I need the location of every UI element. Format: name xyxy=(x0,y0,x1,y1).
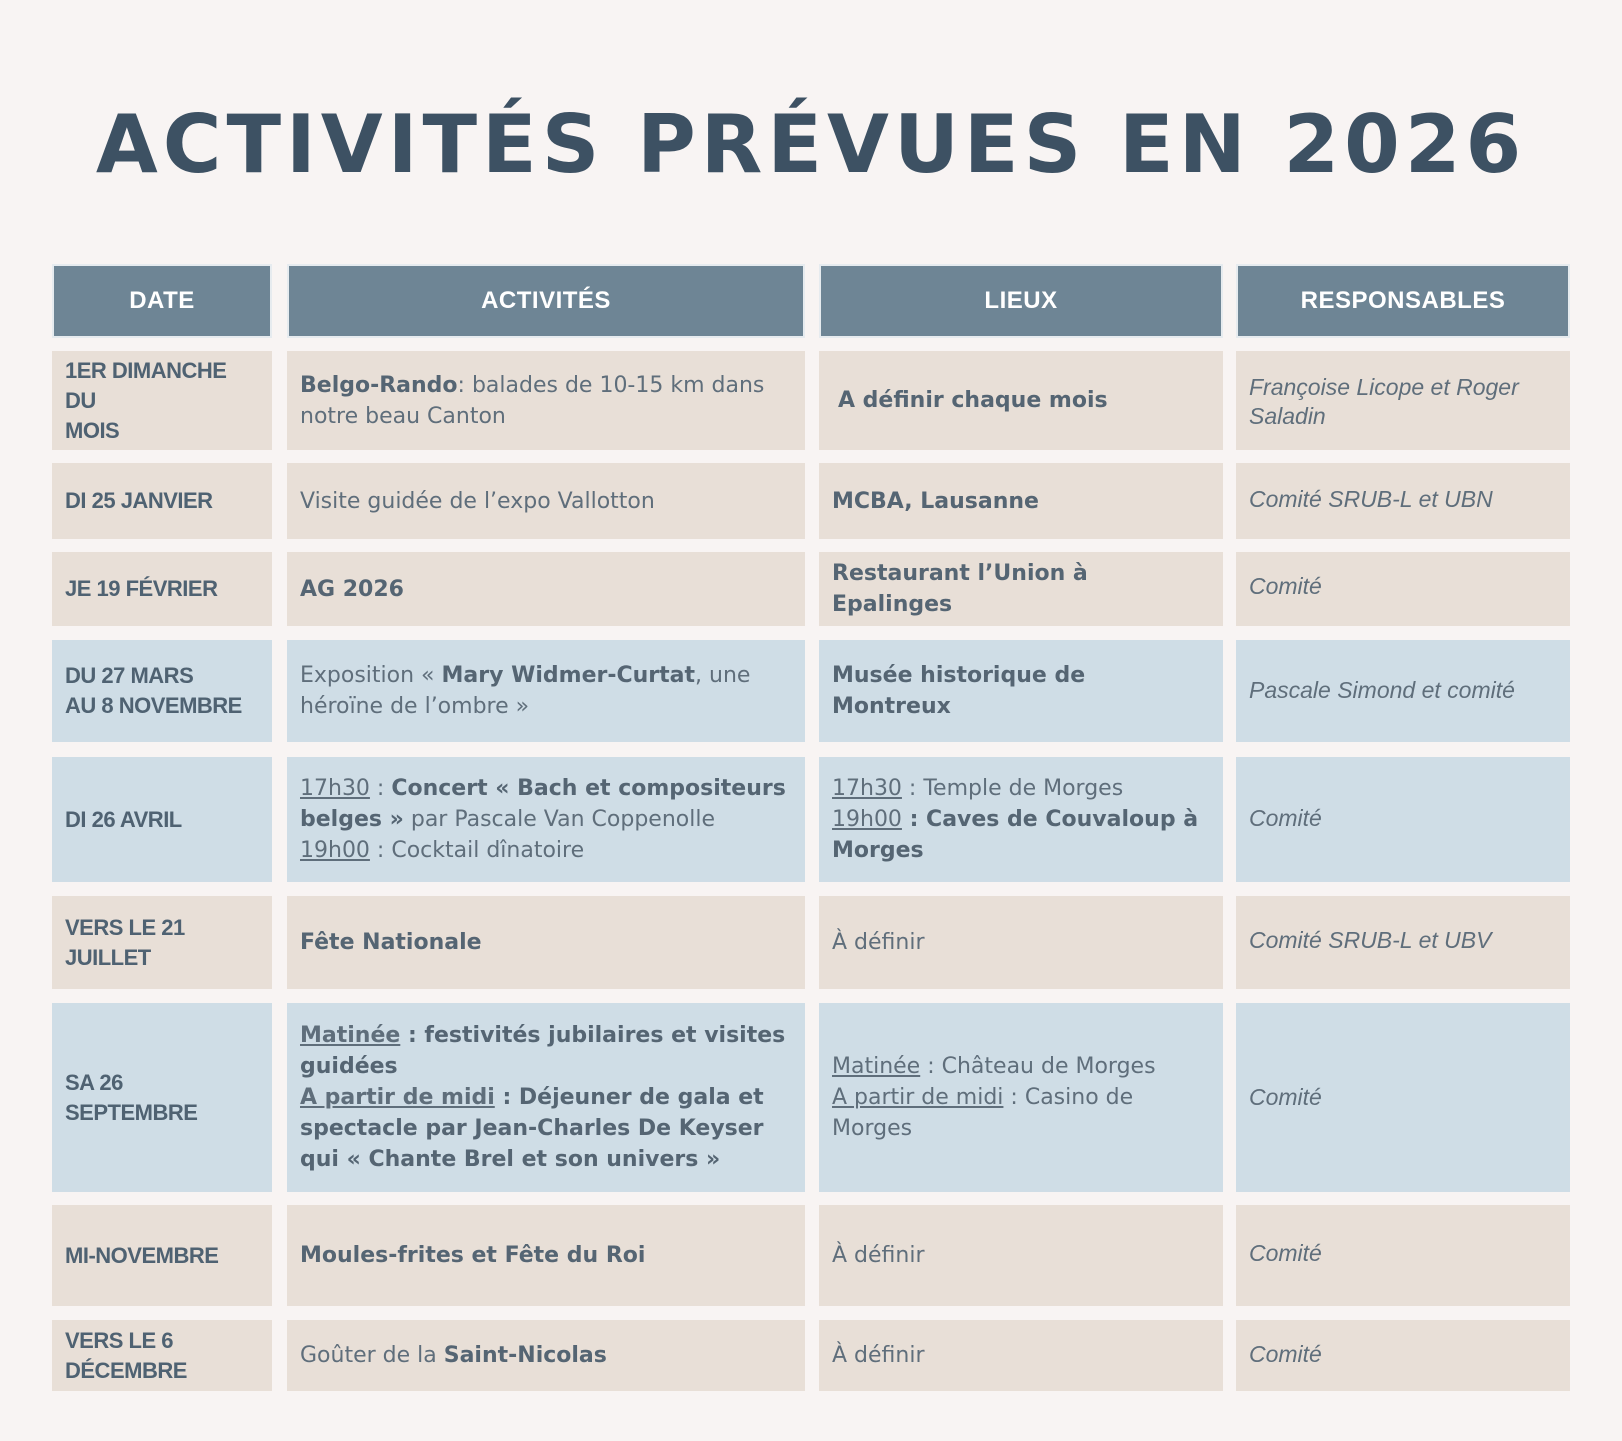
header-activites: ACTIVITÉS xyxy=(287,264,805,338)
table-row-location: Musée historique de Montreux xyxy=(819,640,1223,742)
table-row-responsible: Comité xyxy=(1236,552,1570,626)
table-row-responsible: Comité xyxy=(1236,1205,1570,1306)
table-row-date: DU 27 MARS AU 8 NOVEMBRE xyxy=(52,640,272,742)
table-row-location: À définir xyxy=(819,896,1223,989)
table-row-responsible: Comité SRUB-L et UBN xyxy=(1236,463,1570,539)
table-row-date: JE 19 FÉVRIER xyxy=(52,552,272,626)
table-row-date: VERS LE 6 DÉCEMBRE xyxy=(52,1320,272,1391)
header-date: DATE xyxy=(52,264,272,338)
table-row-activity: AG 2026 xyxy=(287,552,805,626)
table-row-location: À définir xyxy=(819,1320,1223,1391)
table-row-activity: Exposition « Mary Widmer-Curtat, une héroïne de l’ombre » xyxy=(287,640,805,742)
table-row-activity: Goûter de la Saint-Nicolas xyxy=(287,1320,805,1391)
table-row-activity: Belgo-Rando: balades de 10-15 km dans notre beau Canton xyxy=(287,351,805,450)
table-row-responsible: Françoise Licope et Roger Saladin xyxy=(1236,351,1570,450)
table-row-activity: Fête Nationale xyxy=(287,896,805,989)
table-row-date: DI 25 JANVIER xyxy=(52,463,272,539)
page-title: ACTIVITÉS PRÉVUES EN 2026 xyxy=(95,98,1527,191)
table-row-location: A définir chaque mois xyxy=(819,351,1223,450)
table-row-activity: 17h30 : Concert « Bach et compositeurs belges » par Pascale Van Coppenolle 19h00 : Cocktail dînatoire xyxy=(287,757,805,882)
table-row-activity: Visite guidée de l’expo Vallotton xyxy=(287,463,805,539)
table-row-location: 17h30 : Temple de Morges 19h00 : Caves de Couvaloup à Morges xyxy=(819,757,1223,882)
table-row-date: MI-NOVEMBRE xyxy=(52,1205,272,1306)
table-row-date: VERS LE 21 JUILLET xyxy=(52,896,272,989)
table-row-location: Matinée : Château de Morges A partir de midi : Casino de Morges xyxy=(819,1003,1223,1192)
table-row-location: MCBA, Lausanne xyxy=(819,463,1223,539)
table-row-date: 1ER DIMANCHE DU MOIS xyxy=(52,351,272,450)
table-row-date: SA 26 SEPTEMBRE xyxy=(52,1003,272,1192)
table-row-responsible: Comité xyxy=(1236,1003,1570,1192)
table-row-activity: Matinée : festivités jubilaires et visites guidées A partir de midi : Déjeuner de gala et spectacle par Jean-Charles De Keyser qui « Chante Brel et son univers » xyxy=(287,1003,805,1192)
table-row-location: À définir xyxy=(819,1205,1223,1306)
table-row-activity: Moules-frites et Fête du Roi xyxy=(287,1205,805,1306)
table-row-location: Restaurant l’Union à Epalinges xyxy=(819,552,1223,626)
table-row-date: DI 26 AVRIL xyxy=(52,757,272,882)
header-responsables: RESPONSABLES xyxy=(1236,264,1570,338)
table-row-responsible: Pascale Simond et comité xyxy=(1236,640,1570,742)
table-row-responsible: Comité SRUB-L et UBV xyxy=(1236,896,1570,989)
table-row-responsible: Comité xyxy=(1236,1320,1570,1391)
table-row-responsible: Comité xyxy=(1236,757,1570,882)
header-lieux: LIEUX xyxy=(819,264,1223,338)
